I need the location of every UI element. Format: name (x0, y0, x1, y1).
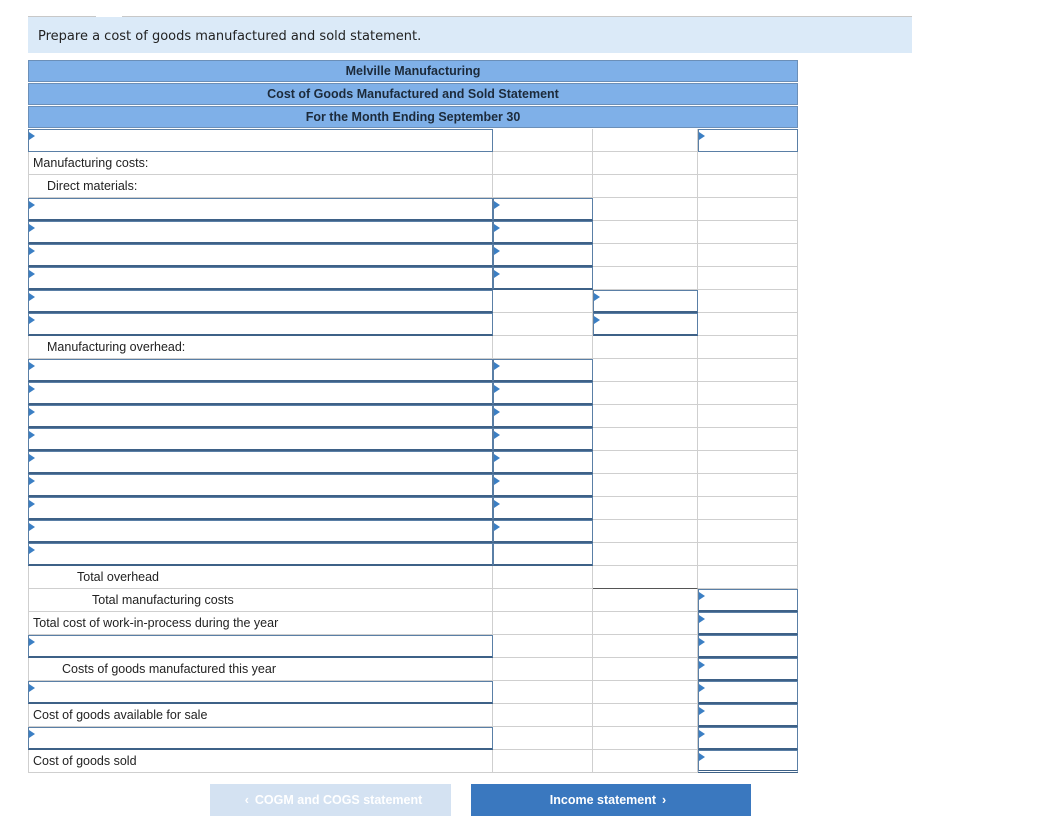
empty-cell (698, 382, 798, 405)
dropdown-marker-icon (494, 201, 500, 209)
empty-cell (493, 727, 593, 750)
amount-input[interactable] (698, 727, 798, 750)
empty-cell (593, 221, 698, 244)
empty-cell (593, 129, 698, 152)
empty-cell (593, 520, 698, 543)
empty-cell (698, 405, 798, 428)
dropdown-marker-icon (494, 500, 500, 508)
empty-cell (493, 635, 593, 658)
amount-input[interactable] (493, 520, 593, 543)
dropdown-marker-icon (594, 293, 600, 301)
cogs-label: Cost of goods sold (33, 754, 137, 768)
empty-cell (493, 290, 593, 313)
line-item-dropdown[interactable] (28, 198, 493, 221)
empty-cell (593, 267, 698, 290)
company-name: Melville Manufacturing (28, 60, 798, 82)
label-cell (28, 612, 493, 635)
amount-input[interactable] (698, 681, 798, 704)
statement-row (28, 497, 798, 520)
prev-tab-button[interactable] (210, 784, 451, 816)
line-item-dropdown[interactable] (28, 359, 493, 382)
empty-cell (493, 313, 593, 336)
empty-cell (593, 198, 698, 221)
total-wip-input[interactable] (698, 612, 798, 635)
empty-cell (493, 589, 593, 612)
dropdown-marker-icon (29, 477, 35, 485)
empty-cell (593, 727, 698, 750)
dropdown-marker-icon (699, 592, 705, 600)
empty-cell (698, 290, 798, 313)
amount-input[interactable] (493, 221, 593, 244)
total-overhead-value (593, 566, 698, 589)
dropdown-marker-icon (29, 431, 35, 439)
line-item-dropdown[interactable] (28, 290, 493, 313)
dropdown-marker-icon (494, 362, 500, 370)
dropdown-marker-icon (29, 293, 35, 301)
amount-input[interactable] (493, 497, 593, 520)
dropdown-marker-icon (494, 431, 500, 439)
amount-input[interactable] (493, 244, 593, 267)
label-cell (28, 704, 493, 727)
label-cell (28, 658, 493, 681)
statement-row (28, 658, 798, 681)
total-manufacturing-costs-label: Total manufacturing costs (92, 593, 234, 607)
statement-row (28, 221, 798, 244)
manufacturing-costs-label: Manufacturing costs: (33, 156, 149, 170)
amount-input[interactable] (493, 428, 593, 451)
label-cell (28, 336, 493, 359)
amount-input[interactable] (593, 290, 698, 313)
empty-cell (593, 543, 698, 566)
statement-row (28, 405, 798, 428)
empty-cell (698, 543, 798, 566)
empty-cell (698, 566, 798, 589)
dropdown-marker-icon (29, 201, 35, 209)
total-manufacturing-costs-input[interactable] (698, 589, 798, 612)
dropdown-marker-icon (29, 730, 35, 738)
dropdown-marker-icon (494, 385, 500, 393)
dropdown-marker-icon (29, 132, 35, 140)
dropdown-marker-icon (29, 362, 35, 370)
empty-cell (593, 336, 698, 359)
statement-row (28, 359, 798, 382)
amount-input[interactable] (698, 635, 798, 658)
dropdown-marker-icon (699, 684, 705, 692)
statement-row (28, 750, 798, 773)
empty-cell (698, 198, 798, 221)
line-item-dropdown[interactable] (28, 244, 493, 267)
empty-cell (593, 704, 698, 727)
cogm-input[interactable] (698, 658, 798, 681)
empty-cell (593, 612, 698, 635)
line-item-dropdown[interactable] (28, 382, 493, 405)
dropdown-marker-icon (29, 408, 35, 416)
line-item-dropdown[interactable] (28, 267, 493, 290)
statement-row (28, 681, 798, 704)
statement-row (28, 336, 798, 359)
statement-row (28, 175, 798, 198)
amount-input[interactable] (493, 543, 593, 566)
empty-cell (698, 520, 798, 543)
empty-cell (593, 658, 698, 681)
dropdown-marker-icon (29, 684, 35, 692)
statement-row (28, 566, 798, 589)
empty-cell (593, 474, 698, 497)
label-cell (28, 175, 493, 198)
empty-cell (593, 635, 698, 658)
next-tab-button[interactable] (471, 784, 751, 816)
statement-row (28, 543, 798, 566)
dropdown-marker-icon (29, 523, 35, 531)
amount-input[interactable] (493, 405, 593, 428)
empty-cell (698, 451, 798, 474)
dropdown-marker-icon (699, 753, 705, 761)
empty-cell (493, 336, 593, 359)
empty-cell (698, 244, 798, 267)
cogm-label: Costs of goods manufactured this year (62, 662, 277, 676)
line-item-dropdown[interactable] (28, 635, 493, 658)
label-cell (28, 750, 493, 773)
line-item-dropdown[interactable] (28, 221, 493, 244)
empty-cell (593, 359, 698, 382)
empty-cell (698, 313, 798, 336)
empty-cell (593, 405, 698, 428)
dropdown-marker-icon (494, 247, 500, 255)
statement-row (28, 152, 798, 175)
statement-row (28, 474, 798, 497)
empty-cell (493, 175, 593, 198)
line-item-dropdown[interactable] (28, 520, 493, 543)
next-tab-label: Income statement (549, 793, 657, 807)
empty-cell (593, 497, 698, 520)
statement-row (28, 244, 798, 267)
empty-cell (493, 681, 593, 704)
empty-cell (698, 267, 798, 290)
amount-input[interactable] (493, 382, 593, 405)
empty-cell (593, 152, 698, 175)
dropdown-marker-icon (699, 707, 705, 715)
amount-input[interactable] (493, 198, 593, 221)
empty-cell (593, 244, 698, 267)
empty-cell (593, 451, 698, 474)
label-cell (28, 152, 493, 175)
dropdown-marker-icon (29, 224, 35, 232)
empty-cell (493, 658, 593, 681)
line-item-dropdown[interactable] (28, 543, 493, 566)
prev-tab-label: COGM and COGS statement (254, 793, 423, 807)
dropdown-marker-icon (494, 408, 500, 416)
empty-cell (493, 152, 593, 175)
dropdown-marker-icon (494, 454, 500, 462)
label-cell (28, 566, 493, 589)
empty-cell (593, 175, 698, 198)
empty-cell (698, 428, 798, 451)
statement-row (28, 313, 798, 336)
empty-cell (593, 589, 698, 612)
amount-input[interactable] (493, 267, 593, 290)
dropdown-marker-icon (494, 224, 500, 232)
amount-input[interactable] (698, 129, 798, 152)
dropdown-marker-icon (494, 477, 500, 485)
direct-materials-label: Direct materials: (47, 179, 138, 193)
statement-row (28, 129, 798, 152)
dropdown-marker-icon (29, 500, 35, 508)
dropdown-marker-icon (699, 615, 705, 623)
manufacturing-overhead-label: Manufacturing overhead: (47, 340, 186, 354)
chevron-right-icon: › (662, 793, 667, 807)
instruction-banner (28, 17, 912, 53)
line-item-dropdown[interactable] (28, 727, 493, 750)
amount-input[interactable] (493, 474, 593, 497)
statement-row (28, 382, 798, 405)
dropdown-marker-icon (29, 385, 35, 393)
dropdown-marker-icon (699, 730, 705, 738)
empty-cell (698, 152, 798, 175)
line-item-dropdown[interactable] (28, 129, 493, 152)
empty-cell (593, 681, 698, 704)
dropdown-marker-icon (699, 661, 705, 669)
cogs-input[interactable] (698, 750, 798, 773)
instruction-text: Prepare a cost of goods manufactured and sold statement. (38, 29, 422, 44)
dropdown-marker-icon (29, 247, 35, 255)
line-item-dropdown[interactable] (28, 497, 493, 520)
statement-row (28, 428, 798, 451)
empty-cell (493, 129, 593, 152)
line-item-dropdown[interactable] (28, 474, 493, 497)
statement-row (28, 635, 798, 658)
empty-cell (593, 428, 698, 451)
empty-cell (698, 497, 798, 520)
dropdown-marker-icon (494, 270, 500, 278)
dropdown-marker-icon (29, 316, 35, 324)
dropdown-marker-icon (29, 546, 35, 554)
statement-row (28, 520, 798, 543)
chevron-left-icon: ‹ (244, 793, 249, 807)
amount-input[interactable] (593, 313, 698, 336)
statement-row (28, 727, 798, 750)
empty-cell (698, 336, 798, 359)
empty-cell (593, 750, 698, 773)
dropdown-marker-icon (29, 270, 35, 278)
dropdown-marker-icon (494, 523, 500, 531)
dropdown-marker-icon (699, 638, 705, 646)
empty-cell (493, 704, 593, 727)
line-item-dropdown[interactable] (28, 681, 493, 704)
empty-cell (493, 612, 593, 635)
dropdown-marker-icon (29, 454, 35, 462)
statement-row (28, 704, 798, 727)
line-item-dropdown[interactable] (28, 451, 493, 474)
empty-cell (493, 750, 593, 773)
statement-title: Cost of Goods Manufactured and Sold Statement (28, 83, 798, 105)
line-item-dropdown[interactable] (28, 428, 493, 451)
total-overhead-label: Total overhead (77, 570, 160, 584)
dropdown-marker-icon (29, 638, 35, 646)
statement-row (28, 612, 798, 635)
statement-row (28, 198, 798, 221)
statement-row (28, 589, 798, 612)
empty-cell (493, 566, 593, 589)
dropdown-marker-icon (594, 316, 600, 324)
statement-period: For the Month Ending September 30 (28, 106, 798, 128)
dropdown-marker-icon (699, 132, 705, 140)
label-cell (28, 589, 493, 612)
goods-available-input[interactable] (698, 704, 798, 727)
statement-row (28, 267, 798, 290)
line-item-dropdown[interactable] (28, 313, 493, 336)
goods-available-label: Cost of goods available for sale (33, 708, 208, 722)
total-wip-label: Total cost of work-in-process during the year (33, 616, 279, 630)
amount-input[interactable] (493, 359, 593, 382)
empty-cell (698, 221, 798, 244)
empty-cell (698, 474, 798, 497)
statement-row (28, 451, 798, 474)
empty-cell (593, 382, 698, 405)
empty-cell (698, 175, 798, 198)
statement-row (28, 290, 798, 313)
empty-cell (698, 359, 798, 382)
amount-input[interactable] (493, 451, 593, 474)
line-item-dropdown[interactable] (28, 405, 493, 428)
